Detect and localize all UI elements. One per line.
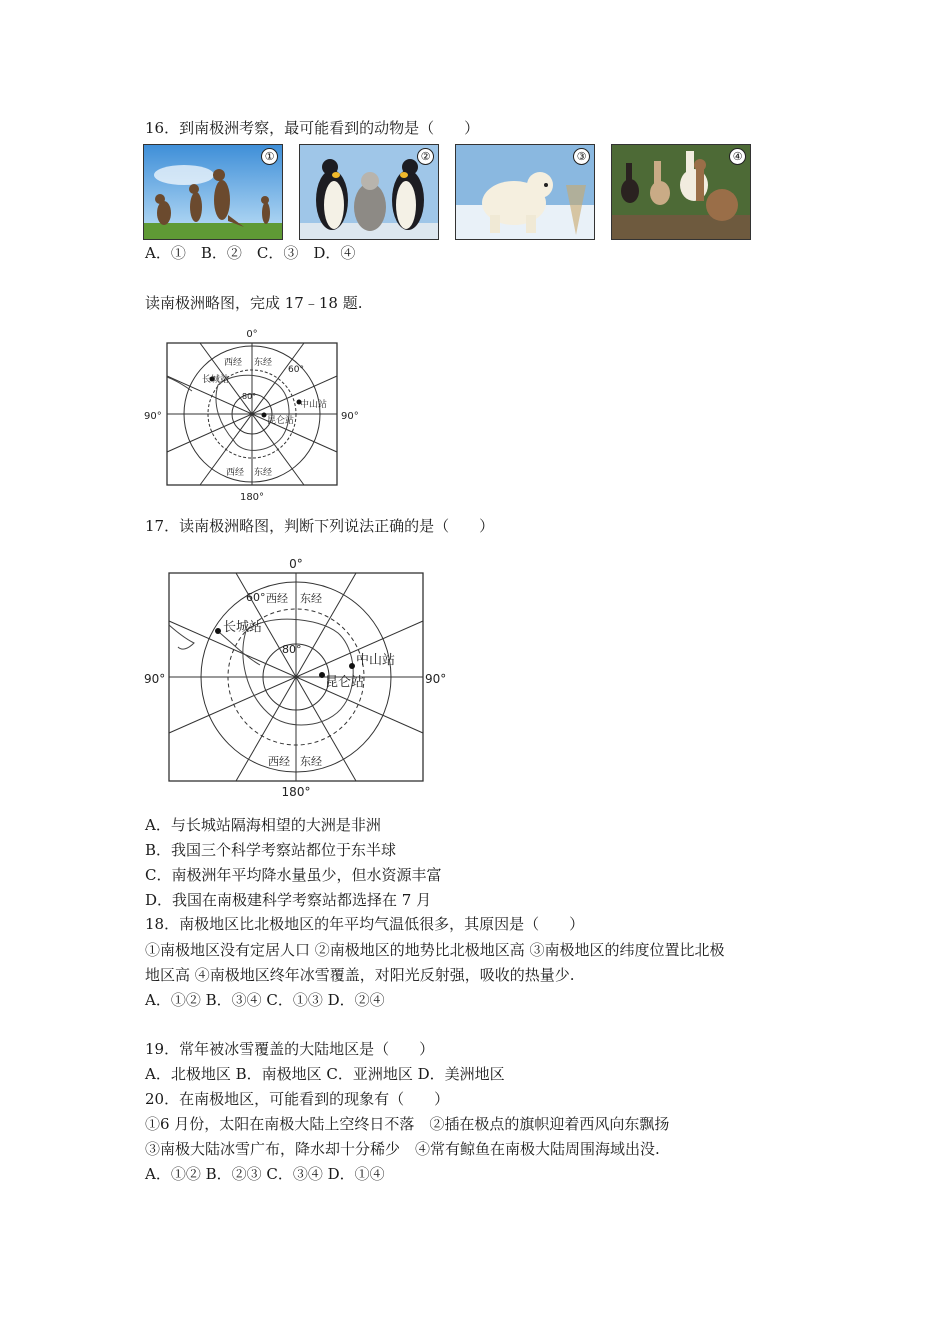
section-intro: 读南极洲略图，完成 17﹣18 题. bbox=[145, 294, 363, 312]
meridian-label: 90° bbox=[425, 672, 447, 686]
station-label: 长城站 bbox=[223, 620, 263, 635]
q17-option-d: D．我国在南极建科学考察站都选择在 7 月 bbox=[145, 891, 432, 909]
hemisphere-label: 西经 bbox=[266, 592, 288, 605]
meridian-label: 180° bbox=[239, 492, 265, 503]
station-label: 中山站 bbox=[356, 653, 396, 668]
photo-number: ③ bbox=[573, 148, 590, 165]
penguin-photo bbox=[299, 144, 439, 240]
hemisphere-label: 东经 bbox=[300, 592, 322, 605]
hemisphere-label: 西经 bbox=[224, 358, 243, 368]
q17-option-c: C．南极洲年平均降水量虽少，但水资源丰富 bbox=[145, 866, 442, 884]
q20-statements-line2: ③南极大陆冰雪广布，降水却十分稀少 ④常有鲸鱼在南极大陆周围海域出没. bbox=[145, 1140, 660, 1158]
kangaroo-photo bbox=[143, 144, 283, 240]
station-label: 长城站 bbox=[202, 375, 230, 385]
photo-number: ① bbox=[261, 148, 278, 165]
latitude-label: 80° bbox=[242, 392, 257, 401]
q19-options: A．北极地区 B．南极地区 C．亚洲地区 D．美洲地区 bbox=[145, 1065, 505, 1083]
latitude-label: 80° bbox=[282, 643, 302, 656]
meridian-label: 90° bbox=[144, 411, 162, 422]
hemisphere-label: 西经 bbox=[268, 755, 290, 768]
photo-number: ④ bbox=[729, 148, 746, 165]
q16-options: A．① B．② C．③ D．④ bbox=[145, 244, 356, 262]
q20-options: A．①② B．②③ C．③④ D．①④ bbox=[145, 1165, 385, 1183]
q20-question: 20．在南极地区，可能看到的现象有（ ） bbox=[145, 1090, 450, 1108]
station-label: 昆仑站 bbox=[267, 416, 295, 426]
meridian-label: 180° bbox=[281, 785, 311, 799]
antarctica-map-small bbox=[142, 325, 359, 503]
hemisphere-label: 东经 bbox=[254, 468, 273, 478]
q18-options: A．①② B．③④ C．①③ D．②④ bbox=[145, 991, 385, 1009]
latitude-label: 60° bbox=[246, 591, 266, 604]
hemisphere-label: 东经 bbox=[254, 358, 273, 368]
meridian-label: 90° bbox=[144, 672, 166, 686]
photo-number: ② bbox=[417, 148, 434, 165]
station-label: 昆仑站 bbox=[325, 675, 365, 690]
latitude-label: 60° bbox=[288, 365, 304, 375]
q17-option-b: B．我国三个科学考察站都位于东半球 bbox=[145, 841, 397, 859]
hemisphere-label: 西经 bbox=[226, 468, 245, 478]
meridian-label: 0° bbox=[246, 329, 258, 340]
alpaca-photo bbox=[611, 144, 751, 240]
q17-option-a: A．与长城站隔海相望的大洲是非洲 bbox=[145, 816, 381, 834]
polar-bear-photo bbox=[455, 144, 595, 240]
q17-question: 17．读南极洲略图，判断下列说法正确的是（ ） bbox=[145, 517, 495, 535]
hemisphere-label: 东经 bbox=[300, 755, 322, 768]
station-label: 中山站 bbox=[300, 400, 328, 410]
antarctica-map-large bbox=[142, 553, 452, 801]
q20-statements-line1: ①6 月份，太阳在南极大陆上空终日不落 ②插在极点的旗帜迎着西风向东飘扬 bbox=[145, 1115, 670, 1133]
q18-statements-line2: 地区高 ④南极地区终年冰雪覆盖，对阳光反射强，吸收的热量少. bbox=[145, 966, 575, 984]
q18-question: 18．南极地区比北极地区的年平均气温低很多，其原因是（ ） bbox=[145, 915, 585, 933]
meridian-label: 0° bbox=[289, 557, 303, 571]
q18-statements-line1: ①南极地区没有定居人口 ②南极地区的地势比北极地区高 ③南极地区的纬度位置比北极 bbox=[145, 941, 725, 959]
q16-question: 16．到南极洲考察，最可能看到的动物是（ ） bbox=[145, 119, 480, 137]
meridian-label: 90° bbox=[341, 411, 359, 422]
q19-question: 19．常年被冰雪覆盖的大陆地区是（ ） bbox=[145, 1040, 435, 1058]
